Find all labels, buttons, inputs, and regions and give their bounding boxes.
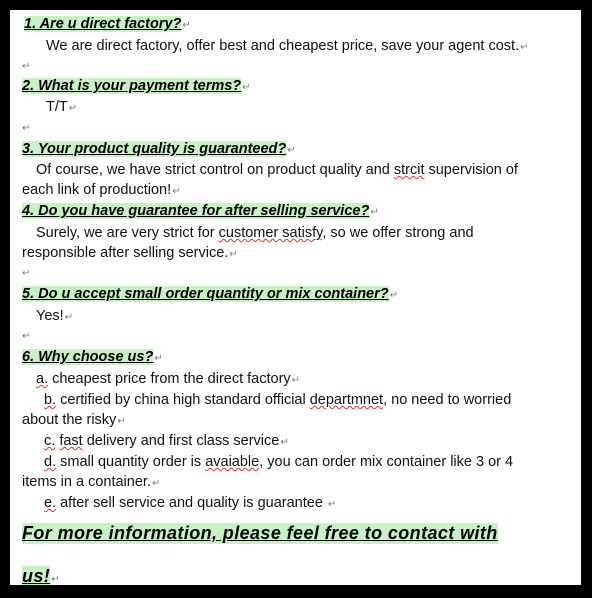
answer-4-text-line2: responsible after selling service. (22, 245, 229, 261)
misspelled-word: departmnet (309, 392, 384, 408)
paragraph-mark-icon: ↵ (242, 82, 251, 93)
reason-a-text: cheapest price from the direct factory (48, 371, 291, 387)
reason-d-text-line2: items in a container. (22, 474, 151, 490)
faq-answer-4 (36, 224, 474, 242)
faq-question-3 (22, 140, 296, 160)
paragraph-mark-icon: ↵ (51, 574, 60, 585)
question-6-text: 6. Why choose us? (22, 349, 154, 365)
reason-b-letter: b. (44, 392, 57, 408)
paragraph-mark-icon: ↵ (389, 290, 399, 301)
reason-a (36, 370, 300, 390)
paragraph-mark-icon: ↵ (370, 207, 379, 218)
faq-answer-3-line2 (22, 181, 181, 201)
answer-3-text-line2: each link of production! (22, 182, 172, 198)
paragraph-mark-icon: ↵ (117, 416, 126, 427)
paragraph-mark-icon: ↵ (154, 353, 163, 364)
contact-footer-line1: For more information, please feel free to contact with (22, 523, 498, 543)
faq-question-5 (22, 285, 398, 305)
paragraph-mark-icon: ↵ (22, 123, 31, 134)
reason-b-line2 (22, 411, 126, 431)
question-4-text: 4. Do you have guarantee for after selling service? (22, 203, 370, 219)
reason-b-text-line2: about the risky (22, 412, 117, 428)
faq-question-6 (22, 348, 163, 368)
reason-c-letter: c. (44, 433, 56, 449)
paragraph-mark-icon: ↵ (291, 375, 301, 386)
faq-question-1 (24, 15, 191, 35)
paragraph-mark-icon: ↵ (151, 478, 161, 489)
paragraph-mark-icon: ↵ (64, 312, 74, 323)
misspelled-word: fast (59, 433, 83, 449)
faq-answer-4-line2 (22, 244, 238, 264)
answer-3-text-end: supervision of (424, 162, 518, 178)
reason-e (44, 494, 336, 514)
reason-d-text: small quantity order is (56, 454, 206, 470)
reason-a-letter: a. (36, 371, 49, 387)
misspelled-word: strcit (393, 162, 425, 178)
paragraph-mark-icon: ↵ (520, 42, 529, 53)
reason-e-text: after sell service and quality is guarantee (56, 495, 327, 511)
paragraph-mark-icon: ↵ (287, 145, 296, 156)
reason-b-text: certified by china high standard official (56, 392, 310, 408)
misspelled-word: customer satisfy (218, 225, 323, 241)
paragraph-mark-icon: ↵ (182, 20, 191, 31)
reason-d-letter: d. (44, 454, 57, 470)
reason-c (44, 432, 289, 452)
answer-5-text: Yes! (36, 308, 64, 324)
paragraph-mark-icon: ↵ (327, 499, 337, 510)
question-3-text: 3. Your product quality is guaranteed? (22, 141, 287, 157)
reason-d-line2 (22, 473, 160, 493)
reason-d-text-end: , you can order mix container like 3 or 4 (259, 454, 514, 470)
paragraph-mark-icon: ↵ (172, 186, 181, 197)
paragraph-mark-icon: ↵ (22, 268, 31, 279)
answer-1-text: We are direct factory, offer best and cheapest price, save your agent cost. (46, 38, 520, 54)
reason-e-letter: e. (44, 495, 57, 511)
reason-b-text-end: , no need to worried (383, 392, 512, 408)
misspelled-word: avaiable (205, 454, 260, 470)
paragraph-mark-icon: ↵ (280, 437, 289, 448)
reason-b (44, 391, 511, 409)
answer-2-text: T/T (46, 99, 68, 115)
reason-c-text: delivery and first class service (82, 433, 280, 449)
faq-question-2 (22, 77, 251, 97)
question-5-text: 5. Do u accept small order quantity or mix container? (22, 286, 389, 302)
answer-4-text-end: , so we offer strong and (322, 225, 474, 241)
paragraph-mark-icon: ↵ (22, 61, 31, 72)
paragraph-mark-icon: ↵ (68, 103, 78, 114)
paragraph-mark-icon: ↵ (229, 249, 238, 260)
faq-answer-3 (36, 161, 518, 179)
contact-footer-line2-wrap (22, 565, 60, 585)
contact-footer-line2: us! (22, 566, 51, 585)
document-page (10, 10, 581, 585)
question-1-text: 1. Are u direct factory? (24, 16, 182, 32)
answer-3-text: Of course, we have strict control on product quality and (36, 162, 394, 178)
question-2-text: 2. What is your payment terms? (22, 78, 242, 94)
faq-answer-1 (46, 37, 529, 57)
faq-question-4 (22, 202, 379, 222)
reason-d (44, 453, 513, 471)
paragraph-mark-icon: ↵ (22, 331, 31, 342)
faq-answer-5 (36, 307, 73, 327)
faq-answer-2 (46, 98, 77, 118)
answer-4-text: Surely, we are very strict for (36, 225, 219, 241)
